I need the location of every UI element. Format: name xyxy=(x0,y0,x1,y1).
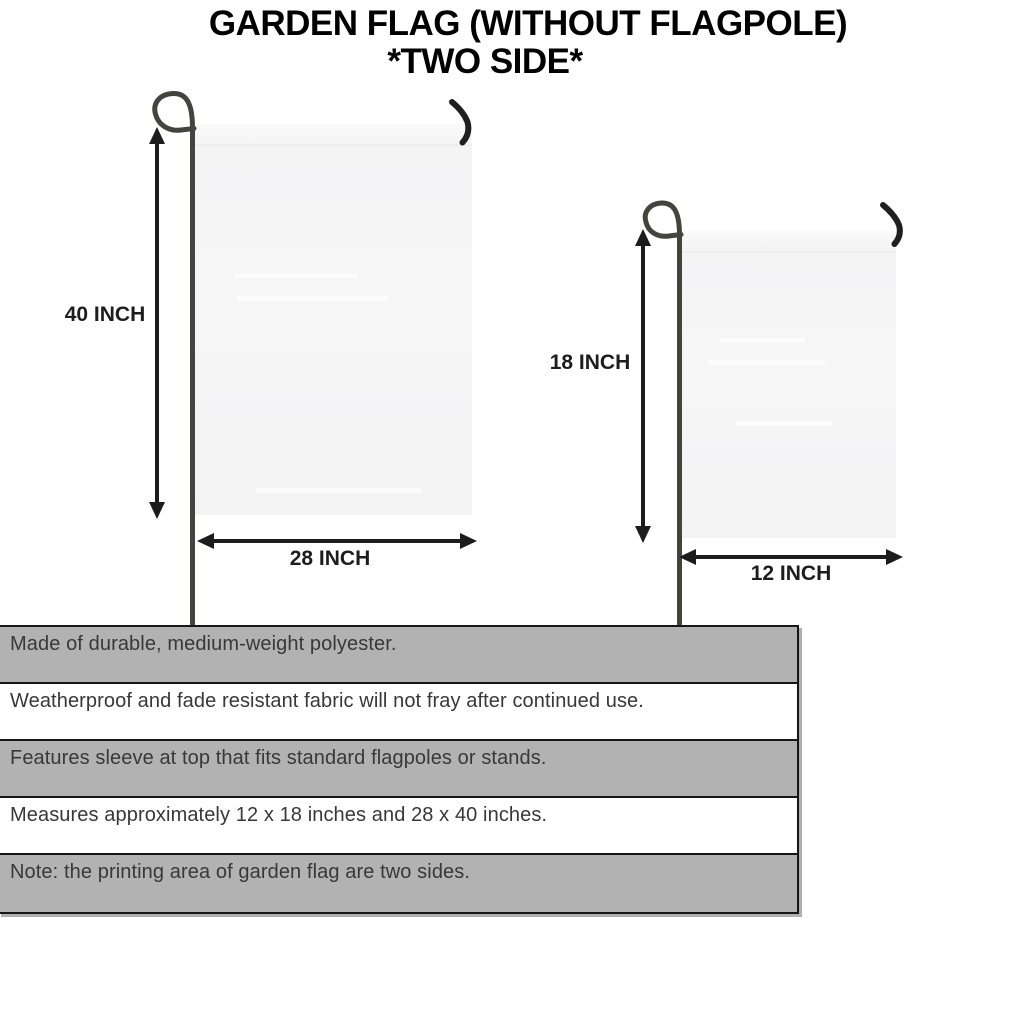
page-subtitle: *TWO SIDE* xyxy=(387,42,583,81)
height-label-large: 40 INCH xyxy=(64,303,146,326)
page-title: GARDEN FLAG (WITHOUT FLAGPOLE) xyxy=(208,4,848,43)
width-label-small: 12 INCH xyxy=(750,562,832,585)
height-label-small: 18 INCH xyxy=(549,351,631,374)
small-flag-hook-icon xyxy=(883,205,900,244)
large-flag-hook-icon xyxy=(452,102,468,143)
height-arrow-small xyxy=(630,228,656,544)
feature-row: Measures approximately 12 x 18 inches and 28 x 40 inches. xyxy=(0,798,797,855)
feature-row: Note: the printing area of garden flag are two sides. xyxy=(0,855,797,912)
feature-row: Weatherproof and fade resistant fabric will not fray after continued use. xyxy=(0,684,797,741)
feature-row: Made of durable, medium-weight polyester. xyxy=(0,627,797,684)
features-table xyxy=(0,625,799,914)
feature-row: Features sleeve at top that fits standard flagpoles or stands. xyxy=(0,741,797,798)
width-label-large: 28 INCH xyxy=(289,547,371,570)
